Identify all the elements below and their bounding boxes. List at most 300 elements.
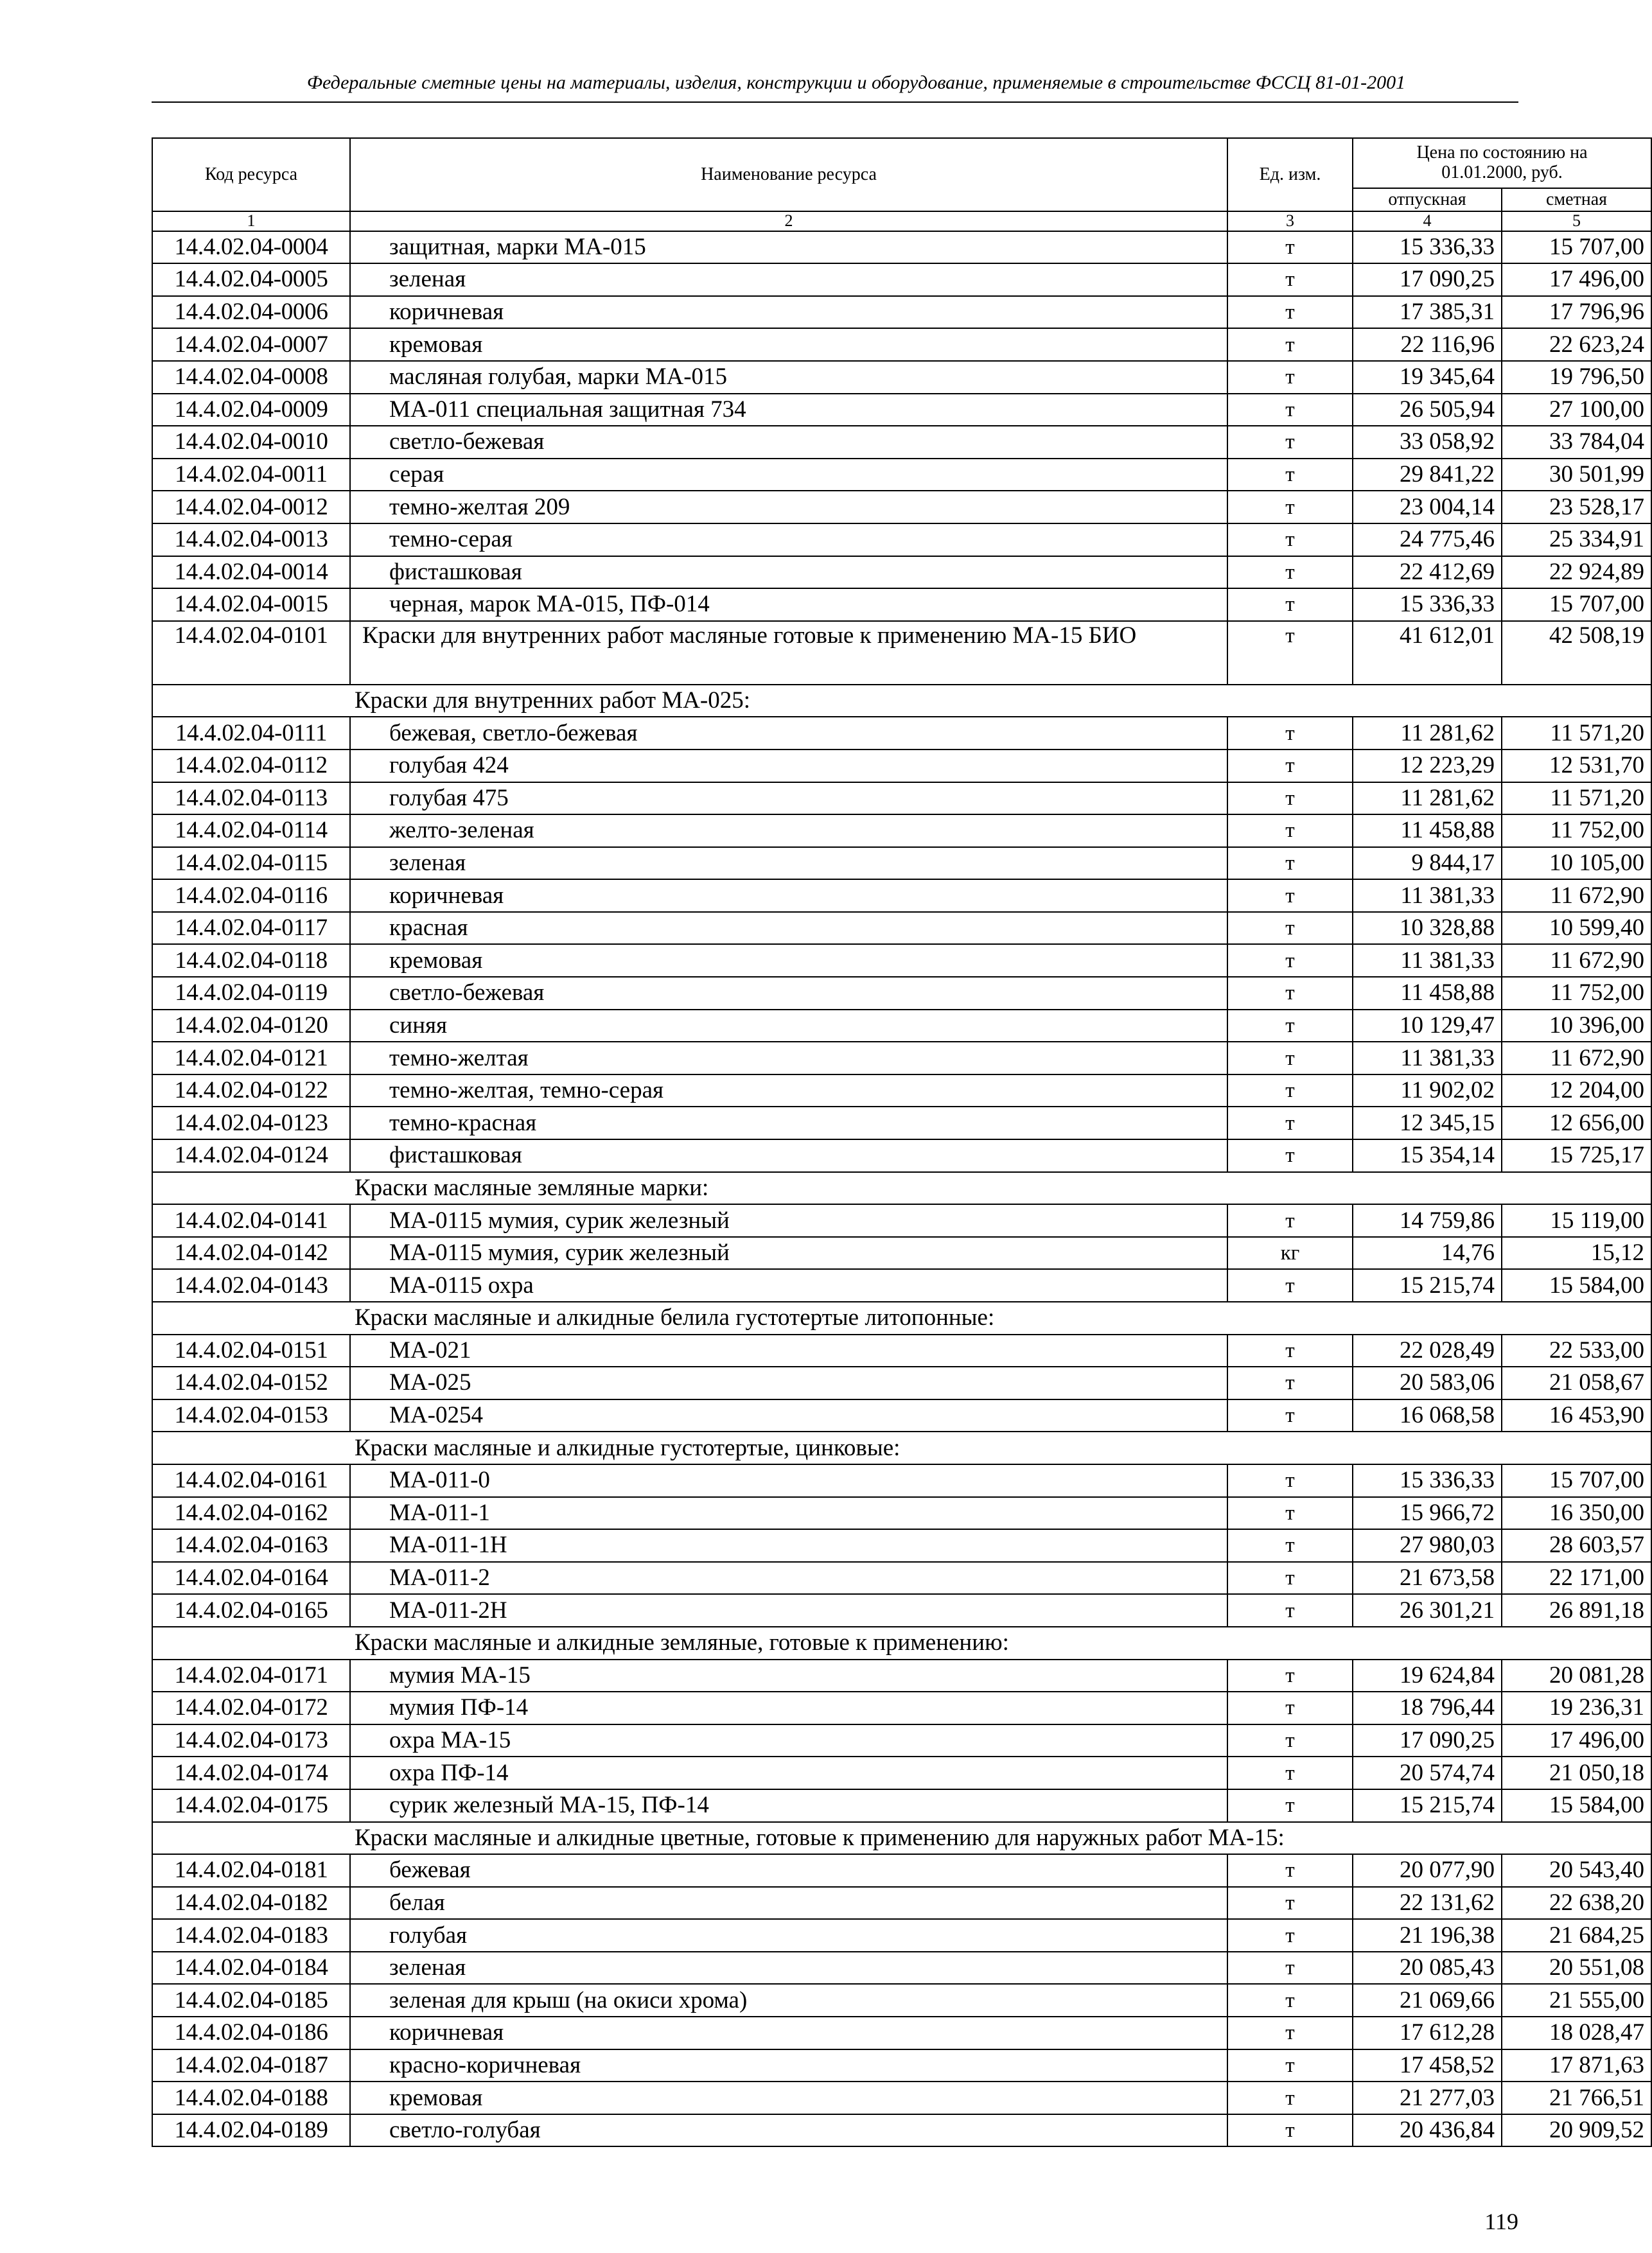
resource-code: 14.4.02.04-0151 bbox=[152, 1335, 350, 1367]
resource-code: 14.4.02.04-0114 bbox=[152, 814, 350, 847]
section-title: Краски масляные и алкидные белила густотертые литопонные: bbox=[152, 1302, 1651, 1335]
unit-of-measure: т bbox=[1227, 394, 1353, 426]
resource-code: 14.4.02.04-0117 bbox=[152, 912, 350, 945]
estimate-price: 11 672,90 bbox=[1502, 879, 1651, 912]
release-price: 14 759,86 bbox=[1353, 1204, 1502, 1237]
estimate-price: 16 453,90 bbox=[1502, 1399, 1651, 1432]
table-row bbox=[152, 1399, 1651, 1432]
resource-name: МА-011-1Н bbox=[350, 1529, 1227, 1562]
unit-of-measure: т bbox=[1227, 1074, 1353, 1107]
estimate-price: 42 508,19 bbox=[1502, 621, 1651, 685]
unit-of-measure: т bbox=[1227, 491, 1353, 523]
resource-name: зеленая bbox=[350, 263, 1227, 296]
resource-name: сурик железный МА-15, ПФ-14 bbox=[350, 1789, 1227, 1822]
resource-code: 14.4.02.04-0162 bbox=[152, 1497, 350, 1530]
resource-name: МА-011-2Н bbox=[350, 1594, 1227, 1627]
estimate-price: 10 599,40 bbox=[1502, 912, 1651, 945]
unit-of-measure: т bbox=[1227, 1757, 1353, 1789]
estimate-price: 30 501,99 bbox=[1502, 459, 1651, 491]
estimate-price: 11 672,90 bbox=[1502, 944, 1651, 977]
estimate-price: 20 543,40 bbox=[1502, 1854, 1651, 1887]
resource-code: 14.4.02.04-0008 bbox=[152, 361, 350, 394]
estimate-price: 11 752,00 bbox=[1502, 814, 1651, 847]
table-row bbox=[152, 361, 1651, 394]
estimate-price: 12 656,00 bbox=[1502, 1107, 1651, 1139]
resource-name: защитная, марки МА-015 bbox=[350, 231, 1227, 264]
resource-name: зеленая bbox=[350, 1952, 1227, 1985]
resource-code: 14.4.02.04-0111 bbox=[152, 717, 350, 750]
resource-code: 14.4.02.04-0116 bbox=[152, 879, 350, 912]
unit-of-measure: т bbox=[1227, 1497, 1353, 1530]
table-row bbox=[152, 1107, 1651, 1139]
resource-code: 14.4.02.04-0124 bbox=[152, 1139, 350, 1172]
release-price: 11 381,33 bbox=[1353, 944, 1502, 977]
release-price: 20 574,74 bbox=[1353, 1757, 1502, 1789]
estimate-price: 20 909,52 bbox=[1502, 2114, 1651, 2147]
release-price: 17 458,52 bbox=[1353, 2049, 1502, 2082]
estimate-price: 10 105,00 bbox=[1502, 847, 1651, 880]
release-price: 19 345,64 bbox=[1353, 361, 1502, 394]
table-row bbox=[152, 523, 1651, 556]
table-row bbox=[152, 1594, 1651, 1627]
release-price: 15 336,33 bbox=[1353, 231, 1502, 264]
resource-name: зеленая для крыш (на окиси хрома) bbox=[350, 1984, 1227, 2017]
resource-code: 14.4.02.04-0005 bbox=[152, 263, 350, 296]
estimate-price: 12 204,00 bbox=[1502, 1074, 1651, 1107]
resource-name: светло-голубая bbox=[350, 2114, 1227, 2147]
table-row bbox=[152, 556, 1651, 589]
resource-code: 14.4.02.04-0121 bbox=[152, 1042, 350, 1074]
col-header-estimate: сметная bbox=[1502, 188, 1651, 211]
resource-name: кремовая bbox=[350, 328, 1227, 361]
release-price: 10 129,47 bbox=[1353, 1010, 1502, 1042]
section-title: Краски масляные и алкидные цветные, готовые к применению для наружных работ МА-15: bbox=[152, 1822, 1651, 1855]
table-row bbox=[152, 2049, 1651, 2082]
release-price: 22 028,49 bbox=[1353, 1335, 1502, 1367]
table-row bbox=[152, 2082, 1651, 2114]
section-row bbox=[152, 1172, 1651, 1205]
table-row bbox=[152, 459, 1651, 491]
unit-of-measure: т bbox=[1227, 750, 1353, 782]
resource-name: голубая 475 bbox=[350, 782, 1227, 815]
unit-of-measure: т bbox=[1227, 1919, 1353, 1952]
col-header-code: Код ресурса bbox=[152, 138, 350, 211]
table-row bbox=[152, 263, 1651, 296]
unit-of-measure: т bbox=[1227, 717, 1353, 750]
col-header-release: отпускная bbox=[1353, 188, 1502, 211]
unit-of-measure: т bbox=[1227, 1107, 1353, 1139]
release-price: 23 004,14 bbox=[1353, 491, 1502, 523]
table-row bbox=[152, 1660, 1651, 1692]
resource-name: фисташковая bbox=[350, 556, 1227, 589]
header-rule bbox=[152, 101, 1518, 103]
resource-name: МА-011-0 bbox=[350, 1464, 1227, 1497]
unit-of-measure: т bbox=[1227, 328, 1353, 361]
release-price: 41 612,01 bbox=[1353, 621, 1502, 685]
resource-code: 14.4.02.04-0004 bbox=[152, 231, 350, 264]
unit-of-measure: т bbox=[1227, 1335, 1353, 1367]
resource-code: 14.4.02.04-0185 bbox=[152, 1984, 350, 2017]
resource-name: коричневая bbox=[350, 2017, 1227, 2049]
release-price: 20 583,06 bbox=[1353, 1367, 1502, 1399]
resource-code: 14.4.02.04-0153 bbox=[152, 1399, 350, 1432]
table-row bbox=[152, 621, 1651, 685]
estimate-price: 22 533,00 bbox=[1502, 1335, 1651, 1367]
page-number: 119 bbox=[1484, 2209, 1518, 2234]
resource-code: 14.4.02.04-0152 bbox=[152, 1367, 350, 1399]
table-row bbox=[152, 426, 1651, 459]
col-number: 1 bbox=[152, 211, 350, 231]
resource-name: МА-011-2 bbox=[350, 1562, 1227, 1595]
section-title: Краски масляные и алкидные земляные, готовые к применению: bbox=[152, 1627, 1651, 1660]
resource-name: темно-желтая 209 bbox=[350, 491, 1227, 523]
estimate-price: 22 924,89 bbox=[1502, 556, 1651, 589]
resource-code: 14.4.02.04-0123 bbox=[152, 1107, 350, 1139]
resource-name: светло-бежевая bbox=[350, 977, 1227, 1010]
resource-code: 14.4.02.04-0175 bbox=[152, 1789, 350, 1822]
unit-of-measure: т bbox=[1227, 1042, 1353, 1074]
release-price: 11 281,62 bbox=[1353, 782, 1502, 815]
estimate-price: 23 528,17 bbox=[1502, 491, 1651, 523]
release-price: 15 336,33 bbox=[1353, 588, 1502, 621]
estimate-price: 11 752,00 bbox=[1502, 977, 1651, 1010]
unit-of-measure: т bbox=[1227, 782, 1353, 815]
estimate-price: 22 638,20 bbox=[1502, 1887, 1651, 1920]
unit-of-measure: т bbox=[1227, 1204, 1353, 1237]
resource-name: красная bbox=[350, 912, 1227, 945]
table-row bbox=[152, 2017, 1651, 2049]
release-price: 12 345,15 bbox=[1353, 1107, 1502, 1139]
unit-of-measure: т bbox=[1227, 814, 1353, 847]
resource-name: МА-0254 bbox=[350, 1399, 1227, 1432]
release-price: 9 844,17 bbox=[1353, 847, 1502, 880]
estimate-price: 15,12 bbox=[1502, 1237, 1651, 1270]
estimate-price: 10 396,00 bbox=[1502, 1010, 1651, 1042]
unit-of-measure: т bbox=[1227, 944, 1353, 977]
release-price: 19 624,84 bbox=[1353, 1660, 1502, 1692]
estimate-price: 27 100,00 bbox=[1502, 394, 1651, 426]
estimate-price: 18 028,47 bbox=[1502, 2017, 1651, 2049]
resource-name: белая bbox=[350, 1887, 1227, 1920]
resource-code: 14.4.02.04-0006 bbox=[152, 296, 350, 329]
resource-name: голубая bbox=[350, 1919, 1227, 1952]
release-price: 24 775,46 bbox=[1353, 523, 1502, 556]
col-header-name: Наименование ресурса bbox=[350, 138, 1227, 211]
resource-code: 14.4.02.04-0014 bbox=[152, 556, 350, 589]
col-header-price: Цена по состоянию на 01.01.2000, руб. bbox=[1353, 138, 1651, 188]
resource-code: 14.4.02.04-0012 bbox=[152, 491, 350, 523]
resource-code: 14.4.02.04-0183 bbox=[152, 1919, 350, 1952]
resource-name: мумия МА-15 bbox=[350, 1660, 1227, 1692]
table-row bbox=[152, 1529, 1651, 1562]
unit-of-measure: т bbox=[1227, 1660, 1353, 1692]
resource-code: 14.4.02.04-0015 bbox=[152, 588, 350, 621]
unit-of-measure: т bbox=[1227, 556, 1353, 589]
release-price: 21 196,38 bbox=[1353, 1919, 1502, 1952]
unit-of-measure: т bbox=[1227, 1139, 1353, 1172]
resource-code: 14.4.02.04-0120 bbox=[152, 1010, 350, 1042]
release-price: 21 277,03 bbox=[1353, 2082, 1502, 2114]
resource-code: 14.4.02.04-0173 bbox=[152, 1724, 350, 1757]
resource-code: 14.4.02.04-0007 bbox=[152, 328, 350, 361]
estimate-price: 17 496,00 bbox=[1502, 1724, 1651, 1757]
section-row bbox=[152, 1822, 1651, 1855]
table-row bbox=[152, 814, 1651, 847]
estimate-price: 20 081,28 bbox=[1502, 1660, 1651, 1692]
resource-code: 14.4.02.04-0172 bbox=[152, 1692, 350, 1724]
table-row bbox=[152, 1464, 1651, 1497]
release-price: 29 841,22 bbox=[1353, 459, 1502, 491]
release-price: 20 085,43 bbox=[1353, 1952, 1502, 1985]
release-price: 11 458,88 bbox=[1353, 814, 1502, 847]
unit-of-measure: т bbox=[1227, 1854, 1353, 1887]
resource-code: 14.4.02.04-0112 bbox=[152, 750, 350, 782]
section-title: Краски масляные земляные марки: bbox=[152, 1172, 1651, 1205]
resource-name: коричневая bbox=[350, 296, 1227, 329]
estimate-price: 16 350,00 bbox=[1502, 1497, 1651, 1530]
resource-name: синяя bbox=[350, 1010, 1227, 1042]
unit-of-measure: т bbox=[1227, 1562, 1353, 1595]
table-row bbox=[152, 782, 1651, 815]
resource-code: 14.4.02.04-0181 bbox=[152, 1854, 350, 1887]
unit-of-measure: т bbox=[1227, 847, 1353, 880]
table-row bbox=[152, 912, 1651, 945]
resource-name: темно-желтая bbox=[350, 1042, 1227, 1074]
table-row bbox=[152, 491, 1651, 523]
estimate-price: 15 707,00 bbox=[1502, 1464, 1651, 1497]
release-price: 17 612,28 bbox=[1353, 2017, 1502, 2049]
release-price: 12 223,29 bbox=[1353, 750, 1502, 782]
release-price: 18 796,44 bbox=[1353, 1692, 1502, 1724]
resource-name: МА-0115 охра bbox=[350, 1269, 1227, 1302]
release-price: 21 673,58 bbox=[1353, 1562, 1502, 1595]
resource-code: 14.4.02.04-0122 bbox=[152, 1074, 350, 1107]
table-row bbox=[152, 1335, 1651, 1367]
section-row bbox=[152, 685, 1651, 717]
resource-code: 14.4.02.04-0142 bbox=[152, 1237, 350, 1270]
col-number: 2 bbox=[350, 211, 1227, 231]
release-price: 11 381,33 bbox=[1353, 879, 1502, 912]
resource-code: 14.4.02.04-0174 bbox=[152, 1757, 350, 1789]
release-price: 21 069,66 bbox=[1353, 1984, 1502, 2017]
unit-of-measure: т bbox=[1227, 2082, 1353, 2114]
resource-name: МА-025 bbox=[350, 1367, 1227, 1399]
estimate-price: 19 236,31 bbox=[1502, 1692, 1651, 1724]
unit-of-measure: т bbox=[1227, 2049, 1353, 2082]
section-title: Краски масляные и алкидные густотертые, цинковые: bbox=[152, 1432, 1651, 1464]
resource-code: 14.4.02.04-0010 bbox=[152, 426, 350, 459]
resource-code: 14.4.02.04-0165 bbox=[152, 1594, 350, 1627]
unit-of-measure: т bbox=[1227, 912, 1353, 945]
release-price: 17 090,25 bbox=[1353, 1724, 1502, 1757]
release-price: 15 336,33 bbox=[1353, 1464, 1502, 1497]
table-row bbox=[152, 750, 1651, 782]
release-price: 22 412,69 bbox=[1353, 556, 1502, 589]
unit-of-measure: т bbox=[1227, 1984, 1353, 2017]
resource-code: 14.4.02.04-0143 bbox=[152, 1269, 350, 1302]
release-price: 33 058,92 bbox=[1353, 426, 1502, 459]
table-row bbox=[152, 1367, 1651, 1399]
unit-of-measure: т bbox=[1227, 1952, 1353, 1985]
release-price: 14,76 bbox=[1353, 1237, 1502, 1270]
release-price: 27 980,03 bbox=[1353, 1529, 1502, 1562]
unit-of-measure: т bbox=[1227, 296, 1353, 329]
unit-of-measure: т bbox=[1227, 1010, 1353, 1042]
resource-code: 14.4.02.04-0141 bbox=[152, 1204, 350, 1237]
table-row bbox=[152, 879, 1651, 912]
resource-code: 14.4.02.04-0164 bbox=[152, 1562, 350, 1595]
estimate-price: 15 707,00 bbox=[1502, 588, 1651, 621]
resource-name: Краски для внутренних работ масляные готовые к применению МА-15 БИО bbox=[350, 621, 1227, 685]
table-row bbox=[152, 1887, 1651, 1920]
price-table bbox=[152, 137, 1652, 2147]
table-row bbox=[152, 1010, 1651, 1042]
table-row bbox=[152, 847, 1651, 880]
estimate-price: 15 584,00 bbox=[1502, 1789, 1651, 1822]
table-row bbox=[152, 2114, 1651, 2147]
estimate-price: 22 171,00 bbox=[1502, 1562, 1651, 1595]
table-row bbox=[152, 1854, 1651, 1887]
estimate-price: 15 119,00 bbox=[1502, 1204, 1651, 1237]
resource-name: желто-зеленая bbox=[350, 814, 1227, 847]
table-row bbox=[152, 1952, 1651, 1985]
resource-name: коричневая bbox=[350, 879, 1227, 912]
table-row bbox=[152, 1042, 1651, 1074]
resource-name: МА-011 специальная защитная 734 bbox=[350, 394, 1227, 426]
release-price: 11 902,02 bbox=[1353, 1074, 1502, 1107]
estimate-price: 17 496,00 bbox=[1502, 263, 1651, 296]
estimate-price: 33 784,04 bbox=[1502, 426, 1651, 459]
release-price: 15 354,14 bbox=[1353, 1139, 1502, 1172]
release-price: 16 068,58 bbox=[1353, 1399, 1502, 1432]
section-row bbox=[152, 1627, 1651, 1660]
estimate-price: 21 684,25 bbox=[1502, 1919, 1651, 1952]
resource-name: МА-0115 мумия, сурик железный bbox=[350, 1237, 1227, 1270]
table-row bbox=[152, 1139, 1651, 1172]
resource-code: 14.4.02.04-0013 bbox=[152, 523, 350, 556]
release-price: 17 090,25 bbox=[1353, 263, 1502, 296]
unit-of-measure: т bbox=[1227, 263, 1353, 296]
estimate-price: 25 334,91 bbox=[1502, 523, 1651, 556]
table-row bbox=[152, 231, 1651, 264]
unit-of-measure: т bbox=[1227, 231, 1353, 264]
col-number: 3 bbox=[1227, 211, 1353, 231]
unit-of-measure: т bbox=[1227, 459, 1353, 491]
section-row bbox=[152, 1302, 1651, 1335]
col-header-unit: Ед. изм. bbox=[1227, 138, 1353, 211]
release-price: 11 458,88 bbox=[1353, 977, 1502, 1010]
resource-code: 14.4.02.04-0011 bbox=[152, 459, 350, 491]
unit-of-measure: т bbox=[1227, 1789, 1353, 1822]
resource-code: 14.4.02.04-0184 bbox=[152, 1952, 350, 1985]
unit-of-measure: т bbox=[1227, 361, 1353, 394]
estimate-price: 21 555,00 bbox=[1502, 1984, 1651, 2017]
unit-of-measure: т bbox=[1227, 1692, 1353, 1724]
release-price: 11 281,62 bbox=[1353, 717, 1502, 750]
resource-name: бежевая, светло-бежевая bbox=[350, 717, 1227, 750]
resource-code: 14.4.02.04-0187 bbox=[152, 2049, 350, 2082]
resource-code: 14.4.02.04-0161 bbox=[152, 1464, 350, 1497]
release-price: 15 966,72 bbox=[1353, 1497, 1502, 1530]
resource-code: 14.4.02.04-0113 bbox=[152, 782, 350, 815]
resource-name: светло-бежевая bbox=[350, 426, 1227, 459]
estimate-price: 15 707,00 bbox=[1502, 231, 1651, 264]
resource-name: МА-0115 мумия, сурик железный bbox=[350, 1204, 1227, 1237]
table-row bbox=[152, 1724, 1651, 1757]
release-price: 10 328,88 bbox=[1353, 912, 1502, 945]
resource-code: 14.4.02.04-0163 bbox=[152, 1529, 350, 1562]
unit-of-measure: т bbox=[1227, 1594, 1353, 1627]
table-row bbox=[152, 328, 1651, 361]
unit-of-measure: кг bbox=[1227, 1237, 1353, 1270]
unit-of-measure: т bbox=[1227, 1724, 1353, 1757]
unit-of-measure: т bbox=[1227, 1367, 1353, 1399]
estimate-price: 26 891,18 bbox=[1502, 1594, 1651, 1627]
unit-of-measure: т bbox=[1227, 621, 1353, 685]
estimate-price: 20 551,08 bbox=[1502, 1952, 1651, 1985]
section-row bbox=[152, 1432, 1651, 1464]
unit-of-measure: т bbox=[1227, 2114, 1353, 2147]
resource-name: кремовая bbox=[350, 944, 1227, 977]
estimate-price: 21 050,18 bbox=[1502, 1757, 1651, 1789]
unit-of-measure: т bbox=[1227, 588, 1353, 621]
table-row bbox=[152, 977, 1651, 1010]
table-row bbox=[152, 394, 1651, 426]
unit-of-measure: т bbox=[1227, 426, 1353, 459]
resource-name: мумия ПФ-14 bbox=[350, 1692, 1227, 1724]
table-row bbox=[152, 1692, 1651, 1724]
page-header-title: Федеральные сметные цены на материалы, изделия, конструкции и оборудование, применяемые в строительстве ФССЦ 81-01-2001 bbox=[306, 72, 1406, 93]
resource-name: фисташковая bbox=[350, 1139, 1227, 1172]
unit-of-measure: т bbox=[1227, 879, 1353, 912]
unit-of-measure: т bbox=[1227, 1464, 1353, 1497]
release-price: 26 505,94 bbox=[1353, 394, 1502, 426]
resource-code: 14.4.02.04-0188 bbox=[152, 2082, 350, 2114]
resource-code: 14.4.02.04-0186 bbox=[152, 2017, 350, 2049]
resource-name: МА-021 bbox=[350, 1335, 1227, 1367]
estimate-price: 15 725,17 bbox=[1502, 1139, 1651, 1172]
estimate-price: 22 623,24 bbox=[1502, 328, 1651, 361]
unit-of-measure: т bbox=[1227, 977, 1353, 1010]
resource-name: темно-красная bbox=[350, 1107, 1227, 1139]
resource-name: черная, марок МА-015, ПФ-014 bbox=[350, 588, 1227, 621]
section-title: Краски для внутренних работ МА-025: bbox=[152, 685, 1651, 717]
release-price: 17 385,31 bbox=[1353, 296, 1502, 329]
resource-name: красно-коричневая bbox=[350, 2049, 1227, 2082]
release-price: 15 215,74 bbox=[1353, 1269, 1502, 1302]
table-header bbox=[152, 138, 1651, 231]
table-row bbox=[152, 1497, 1651, 1530]
table-row bbox=[152, 1984, 1651, 2017]
estimate-price: 12 531,70 bbox=[1502, 750, 1651, 782]
estimate-price: 21 766,51 bbox=[1502, 2082, 1651, 2114]
resource-code: 14.4.02.04-0115 bbox=[152, 847, 350, 880]
table-row bbox=[152, 1757, 1651, 1789]
resource-name: темно-желтая, темно-серая bbox=[350, 1074, 1227, 1107]
estimate-price: 11 571,20 bbox=[1502, 717, 1651, 750]
unit-of-measure: т bbox=[1227, 523, 1353, 556]
resource-name: охра МА-15 bbox=[350, 1724, 1227, 1757]
resource-name: бежевая bbox=[350, 1854, 1227, 1887]
release-price: 15 215,74 bbox=[1353, 1789, 1502, 1822]
resource-code: 14.4.02.04-0189 bbox=[152, 2114, 350, 2147]
estimate-price: 19 796,50 bbox=[1502, 361, 1651, 394]
table-row bbox=[152, 944, 1651, 977]
resource-name: МА-011-1 bbox=[350, 1497, 1227, 1530]
table-row bbox=[152, 296, 1651, 329]
release-price: 20 077,90 bbox=[1353, 1854, 1502, 1887]
resource-code: 14.4.02.04-0009 bbox=[152, 394, 350, 426]
